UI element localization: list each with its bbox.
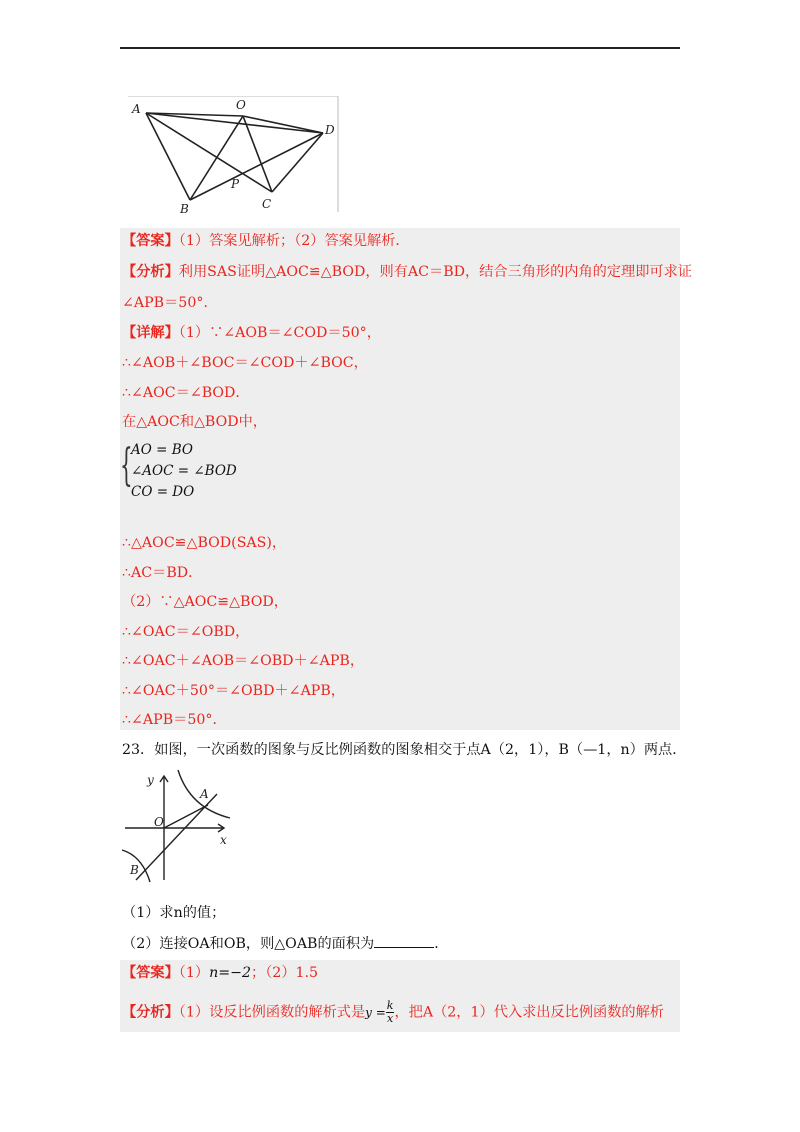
q22-detail-6: ∴AC＝BD． <box>122 565 203 581</box>
fig1-label-c: C <box>262 197 272 211</box>
q22-analysis-text-1: 利用SAS证明△AOC≌△BOD，则有AC＝BD，结合三角形的内角的定理即可求证 <box>178 264 692 280</box>
fig1-label-p: P <box>231 177 240 191</box>
fraction-numerator: k <box>386 999 394 1012</box>
q22-answer-line <box>122 231 410 251</box>
header-rule <box>120 47 680 49</box>
fig1-label-b: B <box>180 202 189 214</box>
q22-answer-tag: 【答案】 <box>122 233 179 249</box>
q22-detail-9: ∴∠OAC＋∠AOB＝∠OBD＋∠APB， <box>122 653 365 669</box>
fig2-label-o: O <box>154 815 164 829</box>
q23-part-2-end: ． <box>434 936 449 952</box>
q23-answer-line <box>122 963 318 983</box>
q23-analysis-tag: 【分析】 <box>122 1004 179 1021</box>
q23-part-2-text: （2）连接OA和OB，则△OAB的面积为 <box>122 936 375 952</box>
fig2-label-y: y <box>147 773 154 787</box>
q22-detail-2: ∴∠AOB＋∠BOC＝∠COD＋∠BOC， <box>122 355 368 371</box>
fig1-label-a: A <box>132 102 141 116</box>
q23-part-2 <box>122 933 448 954</box>
q22-detail-1: （1）∵∠AOB＝∠COD＝50°， <box>178 325 381 341</box>
fig2-label-x: x <box>220 833 227 847</box>
q22-analysis-line <box>122 262 692 282</box>
q22-detail-7: （2）∵△AOC≌△BOD， <box>122 594 288 610</box>
q23-analysis-pre: （1）设反比例函数的解析式是 <box>178 1004 366 1021</box>
system-eq-3: CO = DO <box>131 484 195 500</box>
answer-blank <box>374 933 434 948</box>
q23-analysis-post: ，把A（2，1）代入求出反比例函数的解析 <box>394 1004 664 1021</box>
q23-analysis-line <box>122 1000 664 1025</box>
geometry-figure <box>128 96 342 214</box>
q22-detail-5: ∴△AOC≌△BOD(SAS)， <box>122 535 287 551</box>
fig2-label-a: A <box>200 787 209 801</box>
system-eq-2: ∠AOC = ∠BOD <box>131 463 237 479</box>
q22-answer-text: （1）答案见解析；（2）答案见解析． <box>178 233 410 249</box>
q23-question: 23．如图，一次函数的图象与反比例函数的图象相交于点A（2，1），B（—1，n）两点． <box>122 742 687 758</box>
q22-detail-4: 在△AOC和△BOD中， <box>122 414 267 430</box>
q22-detail-line <box>122 323 381 343</box>
q23-part-1: （1）求n的值； <box>122 905 226 921</box>
q23-formula-lhs: y = <box>365 1005 386 1020</box>
q22-detail-11: ∴∠APB＝50°． <box>122 712 227 728</box>
function-graph-figure <box>120 768 240 886</box>
fig1-label-o: O <box>236 98 246 112</box>
q22-detail-3: ∴∠AOC＝∠BOD． <box>122 385 250 401</box>
q23-answer-2: ；（2）1.5 <box>251 965 319 981</box>
q23-answer-tag: 【答案】 <box>122 965 179 981</box>
q22-analysis-tag: 【分析】 <box>122 264 179 280</box>
system-eq-1: AO = BO <box>131 442 193 458</box>
q22-analysis-text-2: ∠APB＝50°． <box>122 295 218 311</box>
q22-detail-8: ∴∠OAC＝∠OBD， <box>122 624 250 640</box>
q23-answer-formula: n=−2 <box>209 965 252 981</box>
fig2-label-b: B <box>130 863 139 877</box>
q22-detail-10: ∴∠OAC＋50°＝∠OBD＋∠APB， <box>122 683 345 699</box>
fig1-label-d: D <box>325 123 335 137</box>
q23-answer-1: （1） <box>178 965 210 981</box>
system-brace: { <box>120 440 133 491</box>
q22-detail-tag: 【详解】 <box>122 325 179 341</box>
fraction-denominator: x <box>387 1012 394 1025</box>
